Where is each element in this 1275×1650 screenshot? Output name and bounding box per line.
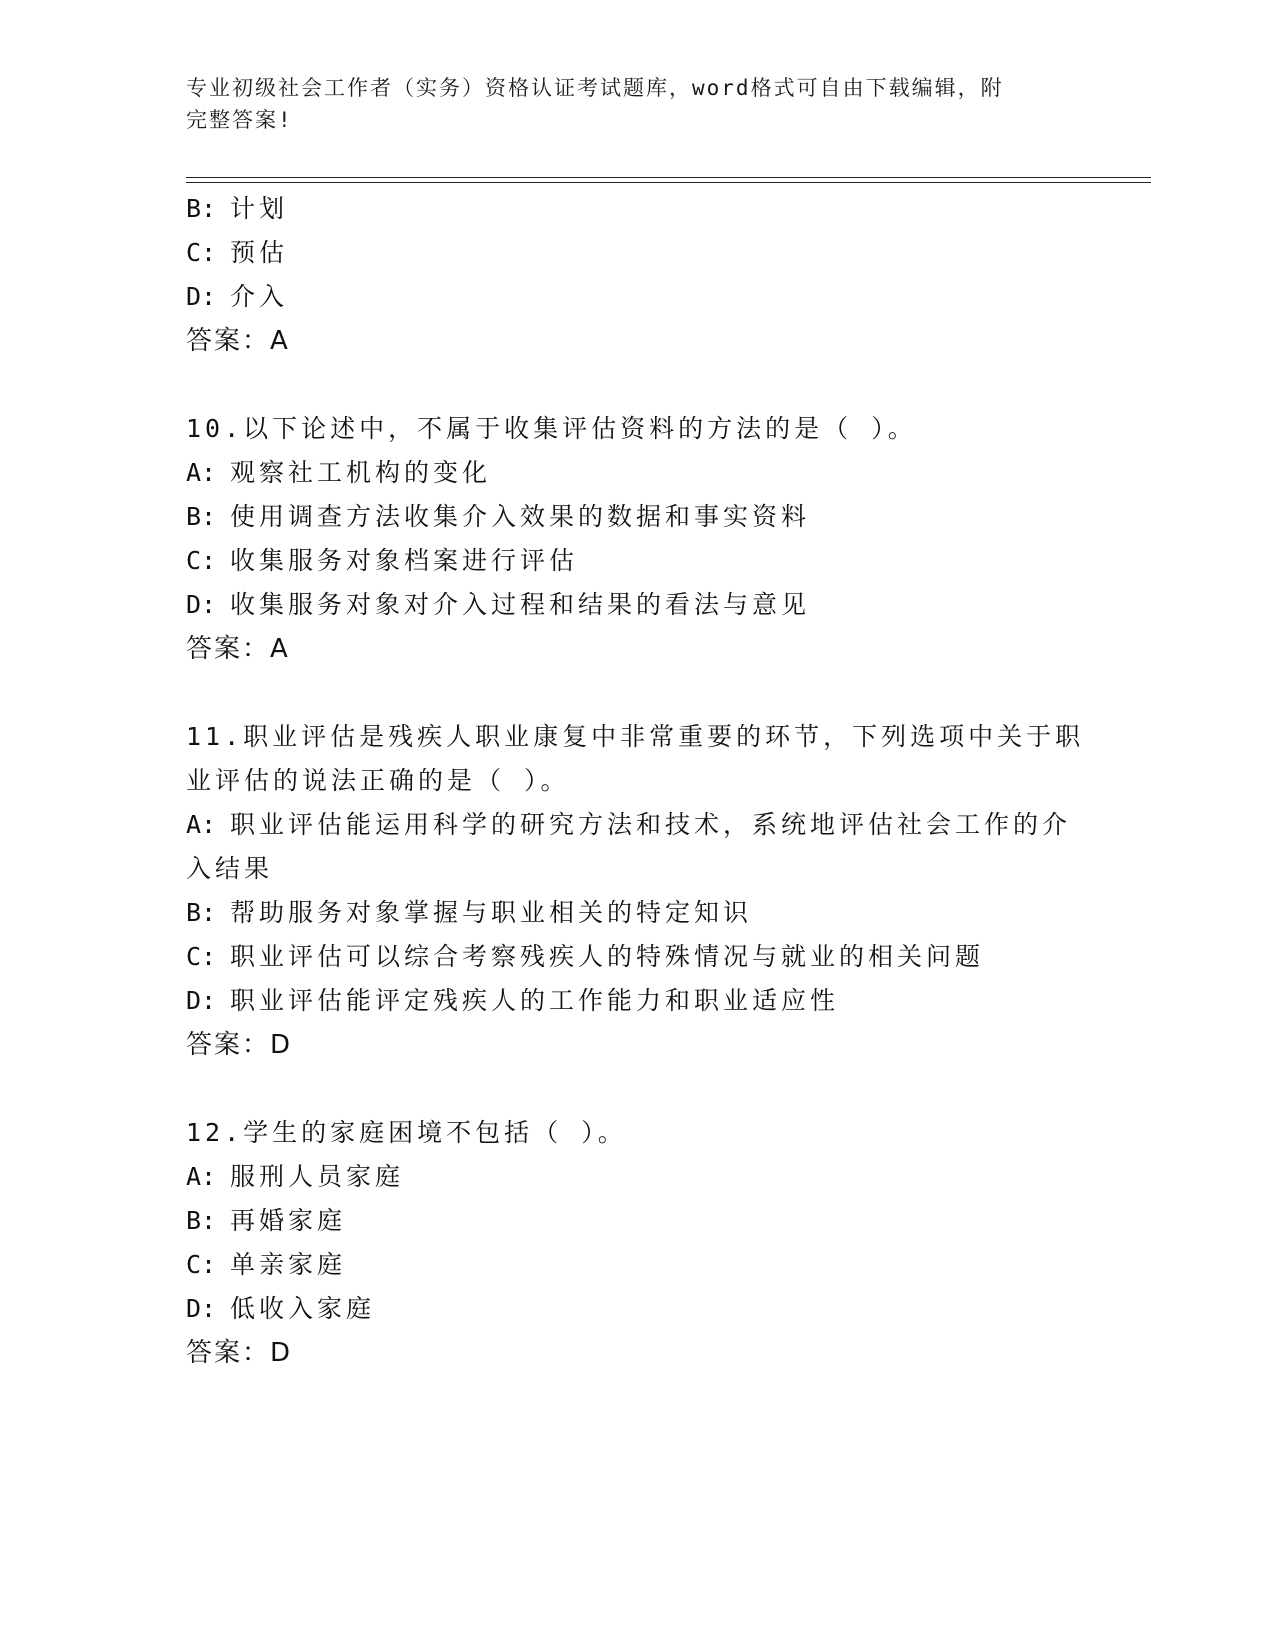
q10-answer: 答案：A bbox=[186, 634, 290, 664]
q11-stem-line-2: 业评估的说法正确的是（ ）。 bbox=[186, 766, 570, 795]
q9-option-d: D: 介入 bbox=[186, 282, 289, 311]
q11-option-a: A: 职业评估能运用科学的研究方法和技术，系统地评估社会工作的介 bbox=[186, 810, 1072, 839]
q10-option-d: D: 收集服务对象对介入过程和结果的看法与意见 bbox=[186, 590, 811, 619]
header-rule-top bbox=[186, 177, 1151, 178]
q11-option-d: D: 职业评估能评定残疾人的工作能力和职业适应性 bbox=[186, 986, 840, 1015]
q9-option-b: B: 计划 bbox=[186, 194, 289, 223]
q12-answer: 答案：D bbox=[186, 1338, 293, 1368]
q12-option-a: A: 服刑人员家庭 bbox=[186, 1162, 405, 1191]
header-line-1: 专业初级社会工作者（实务）资格认证考试题库，word格式可自由下载编辑，附 bbox=[186, 76, 1004, 100]
q12-stem: 12.学生的家庭困境不包括（ ）。 bbox=[186, 1118, 627, 1147]
header-line-2: 完整答案! bbox=[186, 108, 293, 132]
q11-stem-line-1: 11.职业评估是残疾人职业康复中非常重要的环节，下列选项中关于职 bbox=[186, 722, 1085, 751]
header-rule-bottom bbox=[186, 182, 1151, 183]
q10-option-a: A: 观察社工机构的变化 bbox=[186, 458, 492, 487]
q11-answer: 答案：D bbox=[186, 1030, 293, 1060]
q10-option-b: B: 使用调查方法收集介入效果的数据和事实资料 bbox=[186, 502, 811, 531]
q12-option-d: D: 低收入家庭 bbox=[186, 1294, 376, 1323]
q11-option-c: C: 职业评估可以综合考察残疾人的特殊情况与就业的相关问题 bbox=[186, 942, 985, 971]
q9-option-c: C: 预估 bbox=[186, 238, 289, 267]
q11-option-a-continued: 入结果 bbox=[186, 854, 274, 883]
q12-option-c: C: 单亲家庭 bbox=[186, 1250, 347, 1279]
q10-stem: 10.以下论述中，不属于收集评估资料的方法的是（ ）。 bbox=[186, 414, 917, 443]
document-header bbox=[186, 72, 1066, 136]
q12-option-b: B: 再婚家庭 bbox=[186, 1206, 347, 1235]
q10-option-c: C: 收集服务对象档案进行评估 bbox=[186, 546, 579, 575]
q9-answer: 答案：A bbox=[186, 326, 290, 356]
q11-option-b: B: 帮助服务对象掌握与职业相关的特定知识 bbox=[186, 898, 753, 927]
